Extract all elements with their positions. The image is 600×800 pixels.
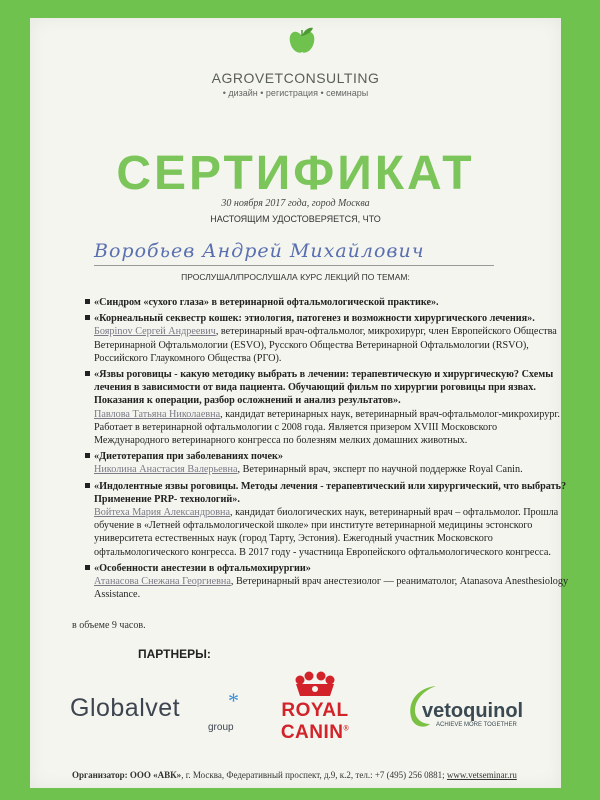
speaker-name: Боярinov Сергей Андреевич bbox=[94, 326, 216, 338]
lecture-topic: «Диетотерапия при заболеваниях почек» bbox=[94, 450, 574, 463]
globalvet-group-label: group bbox=[208, 722, 234, 733]
lecture-speaker-block bbox=[94, 575, 574, 601]
brand-tagline: • дизайн • регистрация • семинары bbox=[222, 88, 369, 98]
listened-text: ПРОСЛУШАЛ/ПРОСЛУШАЛА КУРС ЛЕКЦИЙ ПО ТЕМАМ: bbox=[181, 272, 410, 282]
vetoquinol-wordmark: vetoquinol bbox=[422, 700, 524, 722]
speaker-name: Атанасова Снежана Георгиевна bbox=[94, 576, 231, 588]
organizer-line bbox=[72, 770, 572, 780]
lecture-topic: «Корнеальный секвестр кошек: этиология, патогенез и возможности хирургического лечения». bbox=[94, 312, 574, 325]
lecture-topic: «Особенности анестезии в офтальмохирургии» bbox=[94, 562, 574, 575]
speaker-bio: , кандидат биологических наук, ветеринарный врач – офтальмолог. Прошла обучение в «Летней офтальмологической школе» при институте ветеринарной медицины эстонского университета естественных наук (город Тарту, Эстония). Ежегодный участник Московского офтальмологического конгресса. В 2017 году - участница Европейского офтальмологического конгресса. bbox=[94, 507, 559, 558]
speaker-name: Павлова Татьяна Николаевна bbox=[94, 408, 221, 420]
lecture-topic: «Синдром «сухого глаза» в ветеринарной офтальмологической практике». bbox=[94, 296, 574, 309]
lecture-topic: «Индолентные язвы роговицы. Методы лечения - терапевтический или хирургический, что выбрать? Применение PRP- технологий». bbox=[94, 480, 574, 506]
organizer-website-link[interactable]: www.vetseminar.ru bbox=[446, 770, 517, 780]
lecture-topic: «Язвы роговицы - какую методику выбрать в лечении: терапевтическую и хирургическую? Схемы лечения в зависимости от вида пациента. Обучающий фильм по хирургии роговицы при язвах. Показания к операции, разбор осложнений и анализ результатов». bbox=[94, 368, 574, 408]
apple-leaf-logo-icon bbox=[282, 24, 322, 64]
speaker-name: Войтеха Мария Александровна bbox=[94, 507, 230, 519]
royal-canin-wordmark: ROYAL CANIN® bbox=[280, 700, 350, 743]
certify-text: НАСТОЯЩИМ УДОСТОВЕРЯЕТСЯ, ЧТО bbox=[210, 214, 381, 224]
partners-title: ПАРТНЕРЫ: bbox=[138, 647, 211, 661]
certificate-title: СЕРТИФИКАТ bbox=[116, 147, 475, 200]
crown-icon bbox=[290, 670, 340, 700]
recipient-name: Воробьев Андрей Михайлович bbox=[94, 240, 425, 262]
brand-name: AGROVETCONSULTING bbox=[211, 70, 380, 86]
lecture-list bbox=[94, 296, 574, 604]
lecture-speaker-block bbox=[94, 463, 574, 476]
organizer-label: Организатор: bbox=[72, 770, 128, 780]
certificate-sheet bbox=[30, 18, 569, 788]
royal-canin-logo bbox=[245, 670, 385, 743]
lecture-speaker-block bbox=[94, 325, 574, 365]
vetoquinol-tagline: ACHIEVE MORE TOGETHER bbox=[436, 722, 517, 728]
globalvet-wordmark: Globalvet bbox=[70, 694, 181, 722]
globalvet-logo bbox=[70, 688, 239, 744]
speaker-bio: , ветеринарный врач-офтальмолог, микрохирург, член Европейского Общества Ветеринарной Офтальмологии (ESVO), Русского Общества Ветеринарной Офтальмологии (RSVO), Российского Глаукомного Общества (РГО). bbox=[94, 326, 557, 364]
globalvet-star-icon: * bbox=[228, 688, 239, 713]
lecture-speaker-block bbox=[94, 506, 574, 559]
speaker-bio: , кандидат ветеринарных наук, ветеринарный врач-офтальмолог-микрохирург. Работает в ветеринарной офтальмологии с 2008 года. Является призером XVIII Московского Международного ветеринарного конгресса по болезням мелких домашних животных. bbox=[94, 408, 560, 447]
speaker-bio: , Ветеринарный врач анестезиолог — реаниматолог, Atanasova Anesthesiology Assistance. bbox=[94, 576, 569, 601]
organizer-name: ООО «АВК» bbox=[129, 770, 182, 780]
recipient-underline bbox=[94, 265, 494, 266]
vetoquinol-logo bbox=[402, 678, 552, 738]
speaker-bio: , Ветеринарный врач, эксперт по научной поддержке Royal Canin. bbox=[237, 464, 523, 476]
date-place: 30 ноября 2017 года, город Москва bbox=[221, 198, 370, 209]
speaker-name: Николина Анастасия Валерьевна bbox=[94, 464, 238, 476]
hours-text: в объеме 9 часов. bbox=[72, 620, 146, 631]
lecture-speaker-block bbox=[94, 408, 574, 448]
organizer-address: , г. Москва, Федеративный проспект, д.9, к.2, тел.: +7 (495) 256 0881; bbox=[181, 770, 445, 780]
